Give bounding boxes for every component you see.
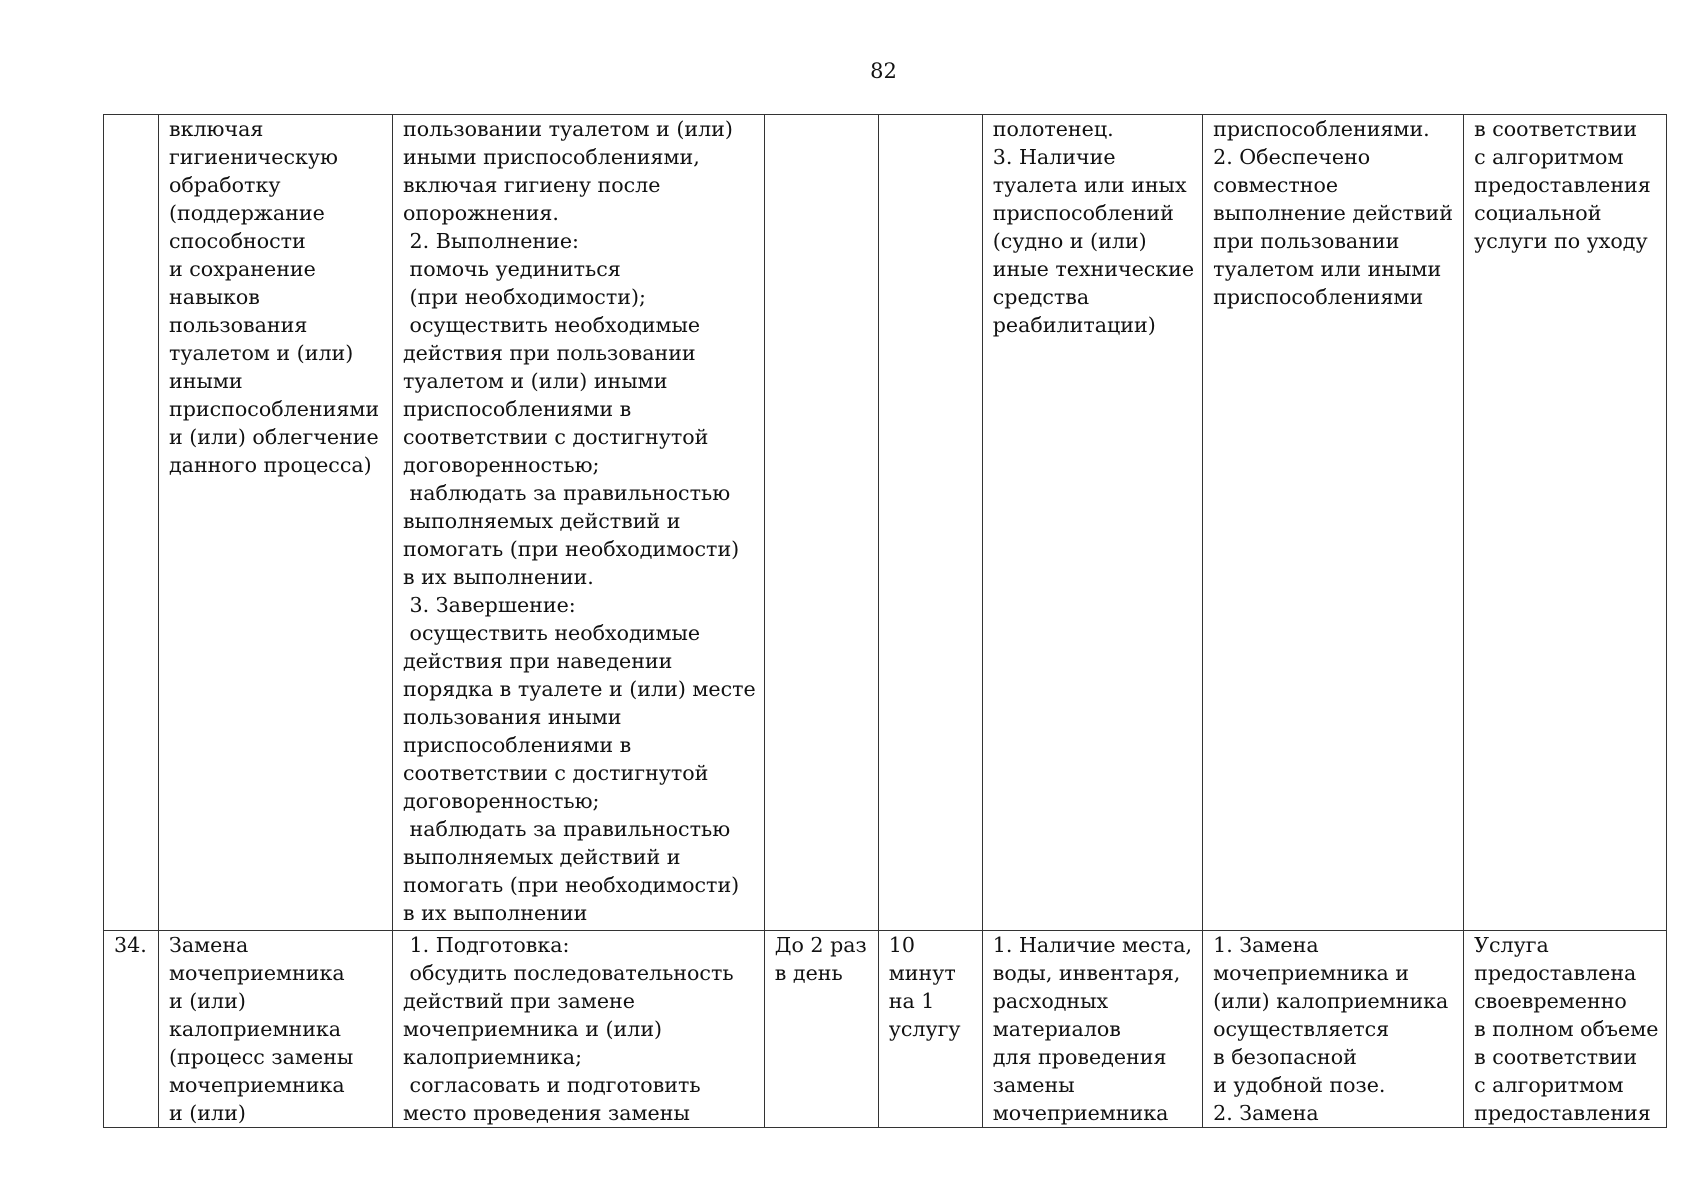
cell-line: совместное bbox=[1213, 173, 1339, 197]
cell-line: включая bbox=[169, 117, 264, 141]
row-number: 34. bbox=[114, 933, 147, 957]
cell-line: на 1 bbox=[888, 989, 935, 1013]
cell-line: иными приспособлениями, bbox=[403, 145, 700, 169]
cell-line: гигиеническую bbox=[169, 145, 338, 169]
cell-line: Замена bbox=[169, 933, 249, 957]
cell-line: выполнение действий bbox=[1213, 201, 1453, 225]
cell-line: помогать (при необходимости) bbox=[403, 537, 740, 561]
cell-line: материалов bbox=[992, 1017, 1121, 1041]
cell-line: осуществляется bbox=[1213, 1017, 1390, 1041]
cell-line: соответствии с достигнутой bbox=[403, 761, 709, 785]
cell-line: мочеприемника bbox=[169, 1073, 345, 1097]
cell-line: реабилитации) bbox=[992, 313, 1156, 337]
cell-line: опорожнения. bbox=[403, 201, 559, 225]
cell-line: в безопасной bbox=[1213, 1045, 1357, 1069]
cell-line: До 2 раз bbox=[774, 933, 867, 957]
row-number-cell bbox=[104, 115, 159, 931]
cell-line: предоставления bbox=[1474, 173, 1651, 197]
cell-line: в полном объеме bbox=[1474, 1017, 1659, 1041]
cell-line: мочеприемника bbox=[992, 1101, 1169, 1125]
cell-line: 2. Выполнение: bbox=[403, 229, 579, 253]
cell-line: наблюдать за правильностью bbox=[403, 481, 731, 505]
cell-line: приспособлениями bbox=[1213, 285, 1424, 309]
cell-line: туалетом или иными bbox=[1213, 257, 1442, 281]
cell-line: (судно и (или) bbox=[992, 229, 1147, 253]
cell-line: 2. Замена bbox=[1213, 1101, 1319, 1125]
cell-line: включая гигиену после bbox=[403, 173, 661, 197]
cell-line: иными bbox=[169, 369, 243, 393]
conditions-cell bbox=[982, 931, 1202, 1128]
cell-line: (при необходимости); bbox=[403, 285, 646, 309]
cell-line: порядка в туалете и (или) месте bbox=[403, 677, 756, 701]
cell-line: услугу bbox=[888, 1017, 961, 1041]
cell-line: соответствии с достигнутой bbox=[403, 425, 709, 449]
cell-line: 3. Завершение: bbox=[403, 593, 576, 617]
cell-line: приспособлений bbox=[992, 201, 1174, 225]
cell-line: выполняемых действий и bbox=[403, 845, 681, 869]
service-name-cell bbox=[159, 115, 393, 931]
cell-line: минут bbox=[888, 961, 956, 985]
cell-line: и (или) bbox=[169, 989, 246, 1013]
cell-line: пользовании туалетом и (или) bbox=[403, 117, 733, 141]
cell-line: и удобной позе. bbox=[1213, 1073, 1386, 1097]
cell-line: 1. Наличие места, bbox=[992, 933, 1193, 957]
cell-line: 2. Обеспечено bbox=[1213, 145, 1371, 169]
cell-line: осуществить необходимые bbox=[403, 313, 701, 337]
cell-line: помочь уединиться bbox=[403, 257, 621, 281]
cell-line: выполняемых действий и bbox=[403, 509, 681, 533]
cell-line: согласовать и подготовить bbox=[403, 1073, 701, 1097]
cell-line: калоприемника; bbox=[403, 1045, 583, 1069]
cell-line: калоприемника bbox=[169, 1017, 342, 1041]
cell-line: Услуга bbox=[1474, 933, 1549, 957]
cell-line: с алгоритмом bbox=[1474, 145, 1624, 169]
cell-line: действия при наведении bbox=[403, 649, 673, 673]
cell-line: наблюдать за правильностью bbox=[403, 817, 731, 841]
cell-line: средства bbox=[992, 285, 1090, 309]
service-description-cell bbox=[393, 931, 765, 1128]
cell-line: место проведения замены bbox=[403, 1101, 690, 1125]
cell-line: приспособлениями в bbox=[403, 397, 632, 421]
cell-line: обсудить последовательность bbox=[403, 961, 734, 985]
conditions-cell bbox=[982, 115, 1202, 931]
cell-line: для проведения bbox=[992, 1045, 1167, 1069]
cell-line: предоставления bbox=[1474, 1101, 1651, 1125]
cell-line: социальной bbox=[1474, 201, 1602, 225]
cell-line: воды, инвентаря, bbox=[992, 961, 1181, 985]
table-body bbox=[104, 115, 1667, 1128]
cell-line: обработку bbox=[169, 173, 281, 197]
cell-line: туалетом и (или) иными bbox=[403, 369, 668, 393]
services-table bbox=[103, 114, 1667, 1128]
cell-line: пользования bbox=[169, 313, 308, 337]
table-row bbox=[104, 115, 1667, 931]
cell-line: мочеприемника bbox=[169, 961, 345, 985]
cell-line: и (или) облегчение bbox=[169, 425, 379, 449]
cell-line: (поддержание bbox=[169, 201, 325, 225]
cell-line: приспособлениями. bbox=[1213, 117, 1430, 141]
cell-line: приспособлениями bbox=[169, 397, 380, 421]
quality-indicators-cell bbox=[1203, 115, 1464, 931]
cell-line: 1. Замена bbox=[1213, 933, 1319, 957]
cell-line: 3. Наличие bbox=[992, 145, 1116, 169]
table-row bbox=[104, 931, 1667, 1128]
duration-cell bbox=[878, 931, 982, 1128]
cell-line: 1. Подготовка: bbox=[403, 933, 570, 957]
cell-line: при пользовании bbox=[1213, 229, 1400, 253]
cell-line: навыков bbox=[169, 285, 260, 309]
cell-line: данного процесса) bbox=[169, 453, 372, 477]
row-number-cell bbox=[104, 931, 159, 1128]
cell-line: мочеприемника и bbox=[1213, 961, 1410, 985]
cell-line: туалета или иных bbox=[992, 173, 1187, 197]
cell-line: пользования иными bbox=[403, 705, 622, 729]
quality-indicators-cell bbox=[1203, 931, 1464, 1128]
cell-line: договоренностью; bbox=[403, 453, 600, 477]
page-number: 82 bbox=[870, 59, 897, 83]
evaluation-cell bbox=[1464, 115, 1667, 931]
cell-line: расходных bbox=[992, 989, 1109, 1013]
cell-line: с алгоритмом bbox=[1474, 1073, 1624, 1097]
cell-line: мочеприемника и (или) bbox=[403, 1017, 663, 1041]
cell-line: способности bbox=[169, 229, 306, 253]
cell-line: услуги по уходу bbox=[1474, 229, 1648, 253]
cell-line: 10 bbox=[888, 933, 915, 957]
cell-line: в соответствии bbox=[1474, 1045, 1638, 1069]
cell-line: действия при пользовании bbox=[403, 341, 696, 365]
cell-line: приспособлениями в bbox=[403, 733, 632, 757]
cell-line: замены bbox=[992, 1073, 1075, 1097]
cell-line: и сохранение bbox=[169, 257, 316, 281]
cell-line: полотенец. bbox=[992, 117, 1114, 141]
cell-line: договоренностью; bbox=[403, 789, 600, 813]
frequency-cell bbox=[764, 931, 878, 1128]
cell-line: (или) калоприемника bbox=[1213, 989, 1449, 1013]
service-name-cell bbox=[159, 931, 393, 1128]
evaluation-cell bbox=[1464, 931, 1667, 1128]
cell-line: (процесс замены bbox=[169, 1045, 354, 1069]
cell-line: в день bbox=[774, 961, 843, 985]
cell-line: своевременно bbox=[1474, 989, 1627, 1013]
cell-line: иные технические bbox=[992, 257, 1195, 281]
cell-line: и (или) bbox=[169, 1101, 246, 1125]
duration-cell bbox=[878, 115, 982, 931]
cell-line: в их выполнении bbox=[403, 901, 588, 925]
cell-line: в их выполнении. bbox=[403, 565, 594, 589]
cell-line: туалетом и (или) bbox=[169, 341, 354, 365]
cell-line: действий при замене bbox=[403, 989, 635, 1013]
cell-line: предоставлена bbox=[1474, 961, 1637, 985]
frequency-cell bbox=[764, 115, 878, 931]
cell-line: помогать (при необходимости) bbox=[403, 873, 740, 897]
cell-line: осуществить необходимые bbox=[403, 621, 701, 645]
service-description-cell bbox=[393, 115, 765, 931]
cell-line: в соответствии bbox=[1474, 117, 1638, 141]
